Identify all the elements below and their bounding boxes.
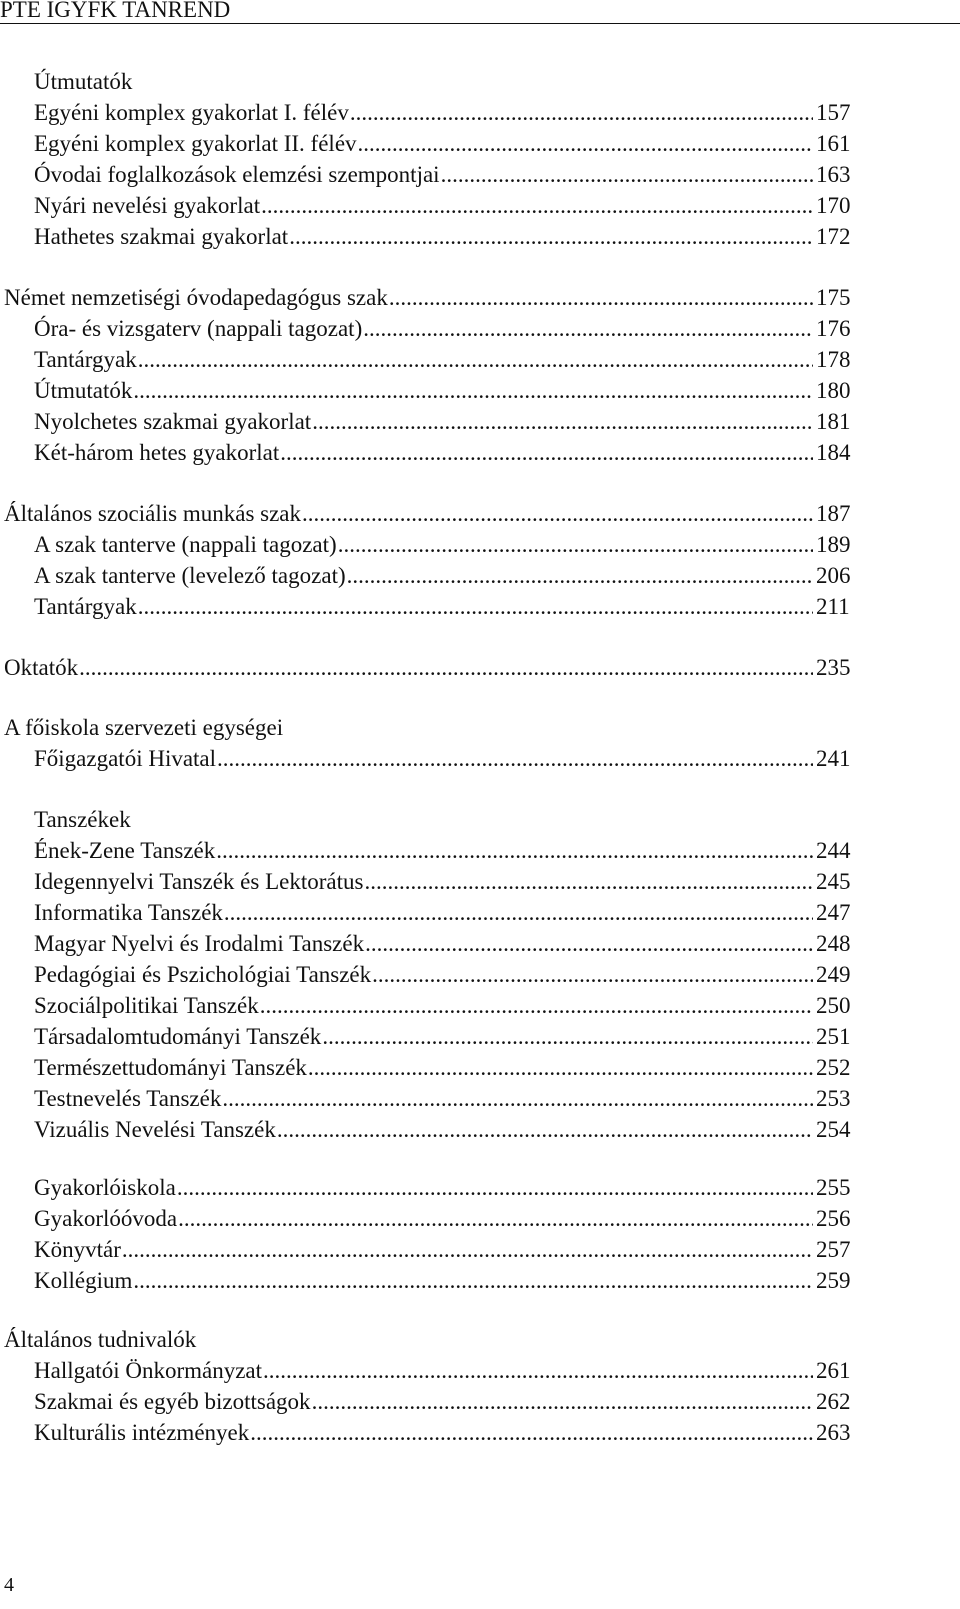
toc-entry: [4, 282, 856, 313]
toc-entry: [34, 1265, 856, 1296]
toc-entry-page: 251: [816, 1024, 851, 1049]
toc-entry-page: 163: [816, 162, 851, 187]
toc-entry: [34, 97, 856, 128]
toc-entry-label: Tanszékek: [34, 807, 131, 832]
toc-entry-label: Általános szociális munkás szak: [4, 501, 302, 526]
toc-entry: [34, 743, 856, 774]
toc-dot-leader: [312, 406, 813, 437]
toc-dot-leader: [217, 743, 813, 774]
toc-dot-leader: [138, 591, 813, 622]
toc-entry-label: A szak tanterve (levelező tagozat): [34, 563, 346, 588]
toc-entry: [34, 529, 856, 560]
toc-entry-label: Tantárgyak: [34, 594, 137, 619]
toc-entry-label: Társadalomtudományi Tanszék: [34, 1024, 322, 1049]
toc-entry: [34, 591, 856, 622]
toc-entry-page: 250: [816, 993, 851, 1018]
toc-entry-label: Óvodai foglalkozások elemzési szempontjai: [34, 162, 440, 187]
toc-entry-label: Útmutatók: [34, 378, 133, 403]
toc-dot-leader: [260, 990, 813, 1021]
toc-entry-label: Útmutatók: [34, 69, 133, 94]
toc-entry-page: 176: [816, 316, 851, 341]
toc-dot-leader: [178, 1203, 813, 1234]
toc-entry-label: Általános tudnivalók: [4, 1327, 197, 1352]
toc-entry-label: Vizuális Nevelési Tanszék: [34, 1117, 276, 1142]
toc-entry-label: Nyolchetes szakmai gyakorlat: [34, 409, 312, 434]
toc-entry-page: 211: [816, 594, 850, 619]
toc-entry-page: 244: [816, 838, 851, 863]
toc-heading: [4, 712, 856, 743]
toc-entry-label: Egyéni komplex gyakorlat II. félév: [34, 131, 357, 156]
toc-entry-page: 254: [816, 1117, 851, 1142]
toc-entry-label: Gyakorlóóvoda: [34, 1206, 178, 1231]
toc-entry-label: Egyéni komplex gyakorlat I. félév: [34, 100, 349, 125]
toc-entry-label: A főiskola szervezeti egységei: [4, 715, 284, 740]
toc-dot-leader: [280, 437, 813, 468]
toc-heading: [34, 804, 856, 835]
toc-entry: [34, 375, 856, 406]
toc-entry: [34, 406, 856, 437]
toc-entry: [34, 221, 856, 252]
toc-entry-page: 245: [816, 869, 851, 894]
toc-entry-page: 180: [816, 378, 851, 403]
toc-entry-label: Természettudományi Tanszék: [34, 1055, 307, 1080]
toc-entry-label: Német nemzetiségi óvodapedagógus szak: [4, 285, 388, 310]
toc-entry-label: Hathetes szakmai gyakorlat: [34, 224, 289, 249]
toc-entry: [34, 1417, 856, 1448]
toc-dot-leader: [177, 1172, 813, 1203]
toc-entry-page: 181: [816, 409, 851, 434]
toc-entry-label: Pedagógiai és Pszichológiai Tanszék: [34, 962, 372, 987]
toc-entry: [34, 560, 856, 591]
toc-entry: [34, 959, 856, 990]
toc-entry-label: Kollégium: [34, 1268, 133, 1293]
toc-entry: [34, 159, 856, 190]
toc-dot-leader: [133, 1265, 813, 1296]
toc-entry-page: 256: [816, 1206, 851, 1231]
toc-entry: [34, 866, 856, 897]
page-number: 4: [4, 1574, 14, 1596]
toc-entry-page: 184: [816, 440, 851, 465]
toc-entry-label: A szak tanterve (nappali tagozat): [34, 532, 337, 557]
toc-entry: [34, 1203, 856, 1234]
toc-dot-leader: [364, 866, 813, 897]
toc-entry-label: Informatika Tanszék: [34, 900, 223, 925]
toc-entry-label: Oktatók: [4, 655, 79, 680]
toc-entry: [34, 344, 856, 375]
toc-dot-leader: [261, 190, 813, 221]
toc-heading: [4, 1324, 856, 1355]
toc-entry: [4, 652, 856, 683]
toc-entry-page: 175: [816, 285, 851, 310]
toc-entry-label: Szociálpolitikai Tanszék: [34, 993, 259, 1018]
toc-entry-page: 161: [816, 131, 851, 156]
toc-dot-leader: [263, 1355, 813, 1386]
toc-entry: [34, 1386, 856, 1417]
toc-dot-leader: [365, 928, 813, 959]
toc-entry: [34, 1172, 856, 1203]
toc-entry-label: Kulturális intézmények: [34, 1420, 250, 1445]
toc-entry: [34, 128, 856, 159]
toc-heading: [34, 66, 856, 97]
toc-entry-label: Testnevelés Tanszék: [34, 1086, 222, 1111]
toc-dot-leader: [358, 128, 813, 159]
toc-dot-leader: [79, 652, 813, 683]
toc-dot-leader: [216, 835, 813, 866]
toc-dot-leader: [224, 897, 813, 928]
toc-dot-leader: [250, 1417, 813, 1448]
toc-entry: [34, 1021, 856, 1052]
toc-entry-page: 259: [816, 1268, 851, 1293]
toc-entry-page: 255: [816, 1175, 851, 1200]
toc-entry-page: 189: [816, 532, 851, 557]
toc-entry-page: 249: [816, 962, 851, 987]
toc-entry: [34, 1114, 856, 1145]
toc-entry-label: Szakmai és egyéb bizottságok: [34, 1389, 311, 1414]
toc-entry: [34, 1083, 856, 1114]
toc-dot-leader: [138, 344, 813, 375]
toc-dot-leader: [308, 1052, 813, 1083]
toc-dot-leader: [302, 498, 813, 529]
toc-entry-page: 257: [816, 1237, 851, 1262]
toc-entry-page: 235: [816, 655, 851, 680]
toc-entry: [34, 897, 856, 928]
toc-entry-label: Hallgatói Önkormányzat: [34, 1358, 263, 1383]
toc-entry: [34, 835, 856, 866]
toc-dot-leader: [222, 1083, 813, 1114]
toc-entry: [34, 190, 856, 221]
toc-dot-leader: [389, 282, 813, 313]
toc-dot-leader: [372, 959, 813, 990]
toc-entry: [34, 1234, 856, 1265]
toc-entry: [34, 437, 856, 468]
toc-entry-label: Magyar Nyelvi és Irodalmi Tanszék: [34, 931, 365, 956]
toc-dot-leader: [350, 97, 813, 128]
toc-entry-page: 252: [816, 1055, 851, 1080]
toc-entry-page: 247: [816, 900, 851, 925]
toc-entry-label: Óra- és vizsgaterv (nappali tagozat): [34, 316, 363, 341]
toc-dot-leader: [122, 1234, 813, 1265]
toc-entry: [34, 1052, 856, 1083]
toc-entry-label: Ének-Zene Tanszék: [34, 838, 216, 863]
toc-entry-label: Könyvtár: [34, 1237, 121, 1262]
toc-entry: [34, 990, 856, 1021]
running-header: [0, 0, 960, 24]
toc-entry-page: 248: [816, 931, 851, 956]
toc-dot-leader: [289, 221, 813, 252]
toc-entry-label: Idegennyelvi Tanszék és Lektorátus: [34, 869, 364, 894]
toc-dot-leader: [363, 313, 813, 344]
toc-entry-page: 157: [816, 100, 851, 125]
toc-entry-label: Két-három hetes gyakorlat: [34, 440, 280, 465]
running-header-title: PTE IGYFK TANREND: [0, 0, 231, 22]
toc-entry-label: Gyakorlóiskola: [34, 1175, 176, 1200]
toc-entry-label: Tantárgyak: [34, 347, 137, 372]
toc-entry: [34, 928, 856, 959]
toc-dot-leader: [133, 375, 813, 406]
toc-entry-page: 262: [816, 1389, 851, 1414]
toc-entry-page: 241: [816, 746, 851, 771]
toc-entry-page: 206: [816, 563, 851, 588]
toc-entry-label: Nyári nevelési gyakorlat: [34, 193, 261, 218]
toc-entry-page: 261: [816, 1358, 851, 1383]
toc-dot-leader: [441, 159, 813, 190]
toc-entry-page: 170: [816, 193, 851, 218]
toc-entry-label: Főigazgatói Hivatal: [34, 746, 217, 771]
toc-entry-page: 187: [816, 501, 851, 526]
toc-entry: [34, 1355, 856, 1386]
toc-entry-page: 178: [816, 347, 851, 372]
toc-entry: [34, 313, 856, 344]
toc-dot-leader: [322, 1021, 813, 1052]
toc-dot-leader: [347, 560, 813, 591]
toc-entry-page: 263: [816, 1420, 851, 1445]
toc-dot-leader: [277, 1114, 813, 1145]
toc-dot-leader: [312, 1386, 813, 1417]
toc-entry: [4, 498, 856, 529]
toc-dot-leader: [338, 529, 813, 560]
toc-entry-page: 172: [816, 224, 851, 249]
toc-entry-page: 253: [816, 1086, 851, 1111]
